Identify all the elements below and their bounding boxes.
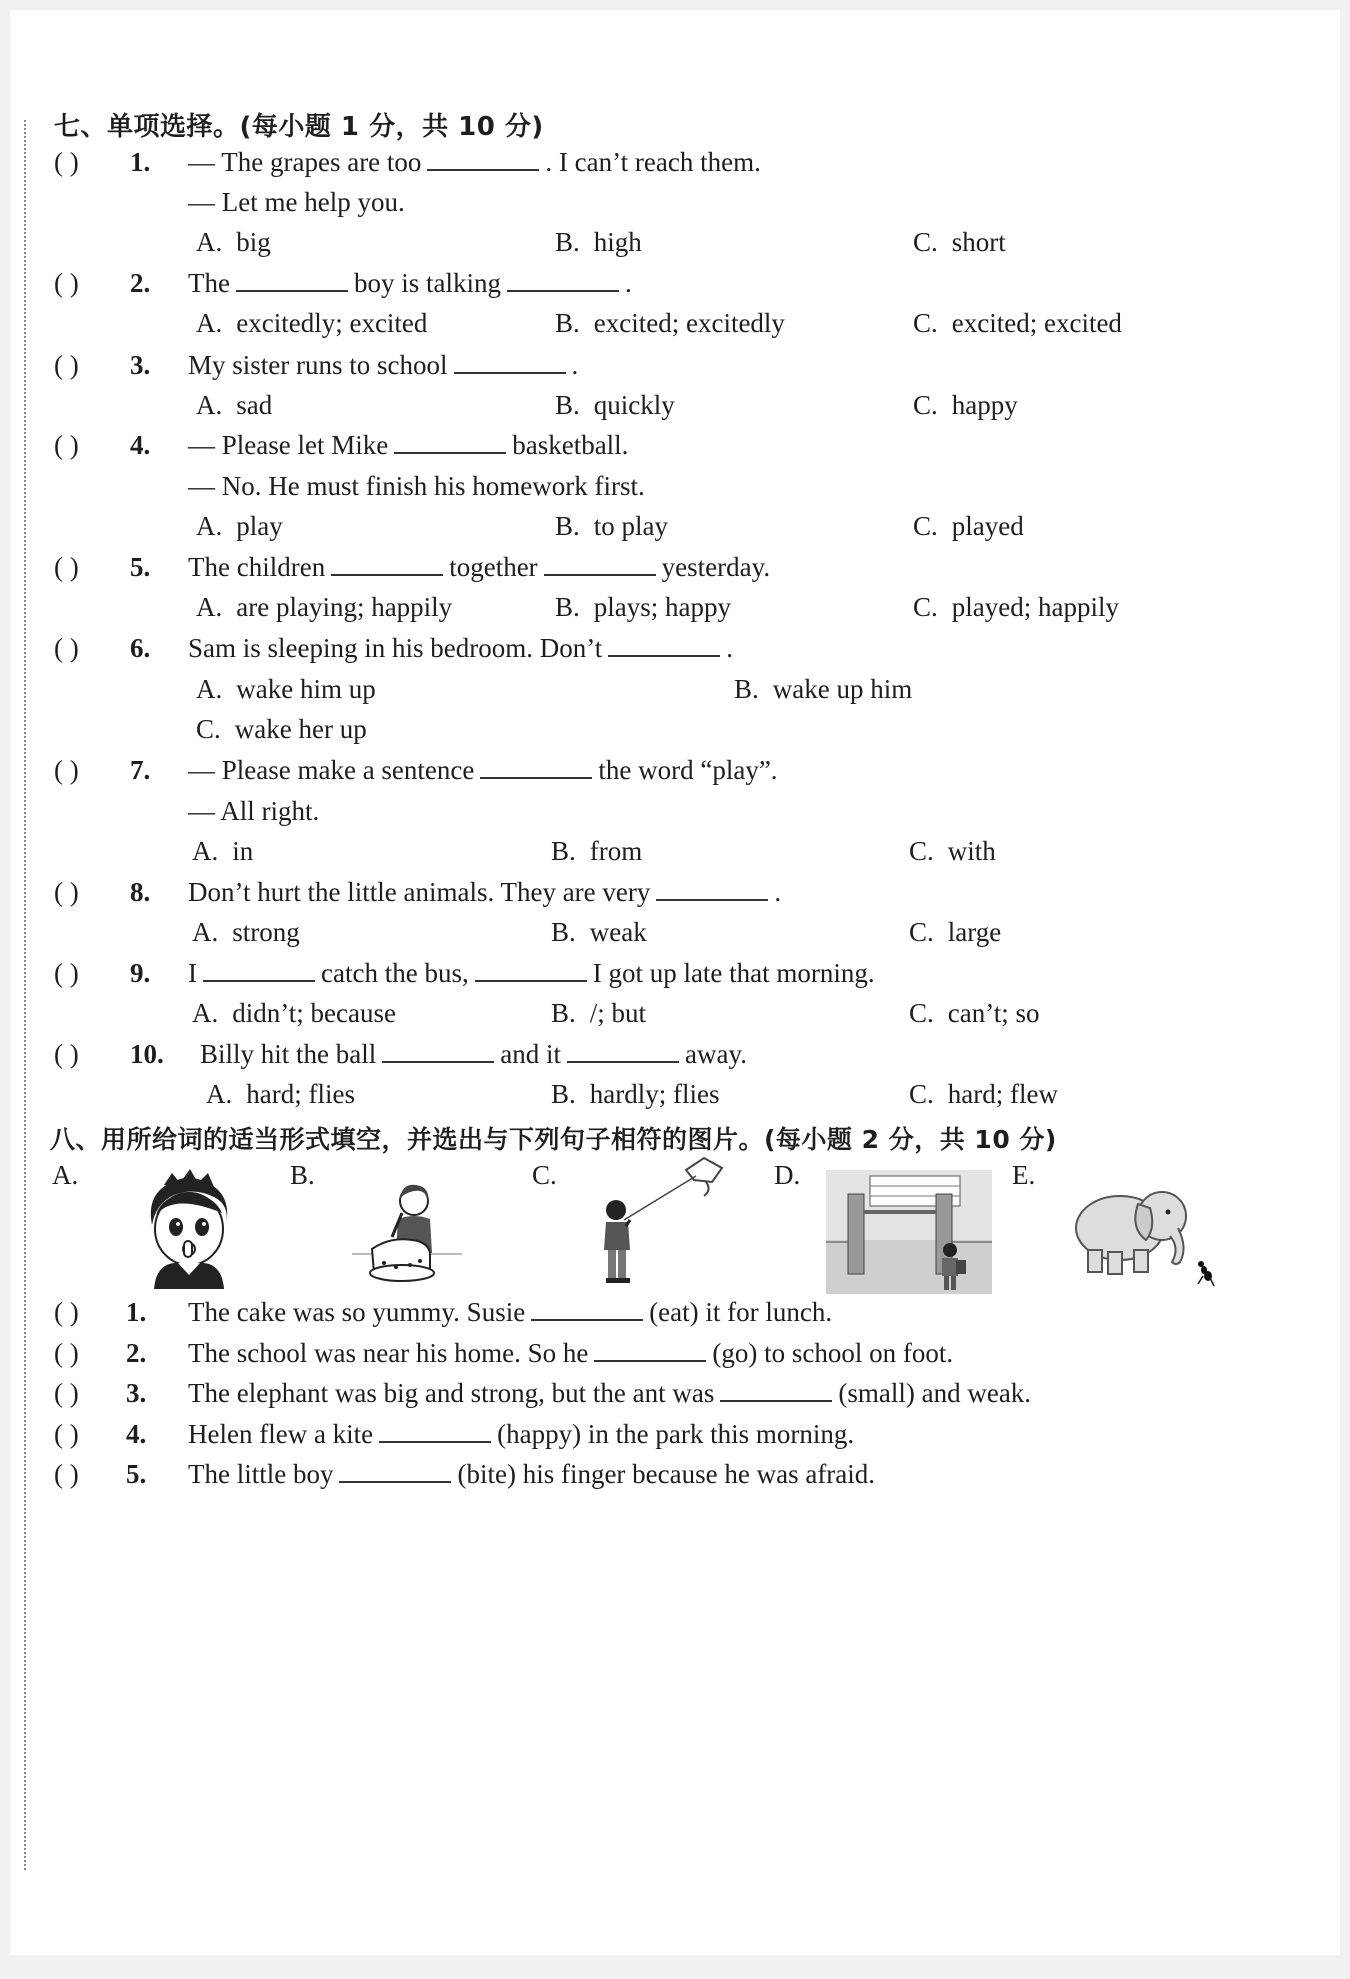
option-c[interactable]: C. wake her up — [196, 714, 367, 744]
question-7-7 — [10, 755, 1340, 801]
question-text: Don’t hurt the little animals. They are very . — [188, 877, 782, 907]
question-number: 4. — [130, 430, 151, 460]
question-text: The little boy (bite) his finger because he was afraid. — [188, 1459, 876, 1489]
answer-blank[interactable] — [454, 350, 566, 374]
elephant-and-ant-icon — [1070, 1178, 1220, 1288]
question-number: 1. — [126, 1297, 147, 1327]
answer-blank[interactable] — [331, 552, 443, 576]
option-a[interactable]: A. are playing; happily — [196, 592, 453, 622]
option-c[interactable]: C. played; happily — [913, 592, 1119, 622]
option-a[interactable]: A. strong — [192, 917, 300, 947]
option-a[interactable]: A. excitedly; excited — [196, 308, 428, 338]
answer-paren[interactable]: ( ) — [54, 877, 79, 907]
answer-blank[interactable] — [656, 877, 768, 901]
picture-label-c: C. — [532, 1160, 557, 1190]
question-text: Helen flew a kite (happy) in the park this morning. — [188, 1419, 855, 1449]
answer-blank[interactable] — [544, 552, 656, 576]
answer-blank[interactable] — [608, 633, 720, 657]
option-b[interactable]: B. /; but — [551, 998, 647, 1028]
option-b[interactable]: B. quickly — [555, 390, 675, 420]
picture-label-d: D. — [774, 1160, 801, 1190]
boy-flying-kite-icon — [596, 1150, 736, 1295]
option-c[interactable]: C. with — [909, 836, 996, 866]
option-a[interactable]: A. big — [196, 227, 271, 257]
answer-paren[interactable]: ( ) — [54, 147, 79, 177]
option-a[interactable]: A. in — [192, 836, 254, 866]
question-8-5 — [10, 1459, 1340, 1505]
question-number: 2. — [126, 1338, 147, 1368]
answer-paren[interactable]: ( ) — [54, 1297, 79, 1327]
section-7-title: 七、单项选择。(每小题 1 分，共 10 分) — [54, 112, 544, 142]
question-number: 7. — [130, 755, 151, 785]
question-text: — The grapes are too . I can’t reach them. — [188, 147, 761, 177]
question-number: 8. — [130, 877, 151, 907]
question-8-1 — [10, 1297, 1340, 1343]
option-b[interactable]: B. from — [551, 836, 643, 866]
answer-blank[interactable] — [594, 1338, 706, 1362]
option-b[interactable]: B. hardly; flies — [551, 1079, 720, 1109]
option-b[interactable]: B. weak — [551, 917, 647, 947]
answer-paren[interactable]: ( ) — [54, 1419, 79, 1449]
answer-blank[interactable] — [382, 1039, 494, 1063]
answer-blank[interactable] — [379, 1419, 491, 1443]
answer-paren[interactable]: ( ) — [54, 633, 79, 663]
option-c[interactable]: C. short — [913, 227, 1006, 257]
option-c[interactable]: C. happy — [913, 390, 1018, 420]
answer-paren[interactable]: ( ) — [54, 1378, 79, 1408]
question-7-7-line2: — All right. — [188, 796, 320, 826]
question-7-6 — [10, 633, 1340, 679]
answer-blank[interactable] — [531, 1297, 643, 1321]
question-number: 5. — [126, 1459, 147, 1489]
answer-blank[interactable] — [480, 755, 592, 779]
question-text: The school was near his home. So he (go) to school on foot. — [188, 1338, 954, 1368]
boy-biting-finger-icon — [134, 1165, 244, 1290]
answer-paren[interactable]: ( ) — [54, 1459, 79, 1489]
option-b[interactable]: B. high — [555, 227, 642, 257]
boy-walking-to-school-icon — [826, 1170, 992, 1294]
question-number: 1. — [130, 147, 151, 177]
question-text: The children together yesterday. — [188, 552, 771, 582]
question-text: I catch the bus, I got up late that morning. — [188, 958, 875, 988]
question-text: The boy is talking . — [188, 268, 632, 298]
option-b[interactable]: B. excited; excitedly — [555, 308, 785, 338]
question-number: 5. — [130, 552, 151, 582]
option-c[interactable]: C. can’t; so — [909, 998, 1040, 1028]
option-c[interactable]: C. excited; excited — [913, 308, 1122, 338]
answer-paren[interactable]: ( ) — [54, 350, 79, 380]
picture-label-b: B. — [290, 1160, 315, 1190]
answer-blank[interactable] — [203, 958, 315, 982]
section-8-title: 八、用所给词的适当形式填空，并选出与下列句子相符的图片。(每小题 2 分，共 10 分) — [50, 1125, 1057, 1154]
answer-blank[interactable] — [427, 147, 539, 171]
question-number: 6. — [130, 633, 151, 663]
picture-label-e: E. — [1012, 1160, 1036, 1190]
girl-eating-cake-icon — [352, 1175, 462, 1290]
answer-paren[interactable]: ( ) — [54, 755, 79, 785]
question-7-1-line2: — Let me help you. — [188, 187, 405, 217]
question-8-3 — [10, 1378, 1340, 1424]
question-text: — Please make a sentence the word “play”. — [188, 755, 778, 785]
question-7-4 — [10, 430, 1340, 476]
option-c[interactable]: C. large — [909, 917, 1002, 947]
question-number: 3. — [126, 1378, 147, 1408]
answer-paren[interactable]: ( ) — [54, 1338, 79, 1368]
question-number: 10. — [130, 1039, 164, 1069]
question-number: 9. — [130, 958, 151, 988]
question-number: 3. — [130, 350, 151, 380]
answer-blank[interactable] — [394, 430, 506, 454]
option-c[interactable]: C. played — [913, 511, 1024, 541]
option-b[interactable]: B. plays; happy — [555, 592, 731, 622]
question-text: Billy hit the ball and it away. — [200, 1039, 747, 1069]
question-text: — Please let Mike basketball. — [188, 430, 629, 460]
question-7-4-line2: — No. He must finish his homework first. — [188, 471, 645, 501]
answer-blank[interactable] — [236, 268, 348, 292]
option-a[interactable]: A. play — [196, 511, 283, 541]
answer-blank[interactable] — [567, 1039, 679, 1063]
answer-paren[interactable]: ( ) — [54, 552, 79, 582]
option-a[interactable]: A. didn’t; because — [192, 998, 396, 1028]
question-text: The elephant was big and strong, but the ant was (small) and weak. — [188, 1378, 1032, 1408]
answer-paren[interactable]: ( ) — [54, 1039, 79, 1069]
option-b[interactable]: B. wake up him — [734, 674, 913, 704]
question-number: 2. — [130, 268, 151, 298]
option-a[interactable]: A. hard; flies — [206, 1079, 355, 1109]
answer-paren[interactable]: ( ) — [54, 430, 79, 460]
option-a[interactable]: A. sad — [196, 390, 273, 420]
answer-paren[interactable]: ( ) — [54, 958, 79, 988]
question-text: The cake was so yummy. Susie (eat) it for lunch. — [188, 1297, 833, 1327]
option-c[interactable]: C. hard; flew — [909, 1079, 1058, 1109]
answer-blank[interactable] — [507, 268, 619, 292]
picture-label-a: A. — [52, 1160, 79, 1190]
question-text: My sister runs to school . — [188, 350, 579, 380]
option-b[interactable]: B. to play — [555, 511, 669, 541]
answer-paren[interactable]: ( ) — [54, 268, 79, 298]
answer-blank[interactable] — [720, 1378, 832, 1402]
question-number: 4. — [126, 1419, 147, 1449]
answer-blank[interactable] — [475, 958, 587, 982]
answer-blank[interactable] — [339, 1459, 451, 1483]
question-text: Sam is sleeping in his bedroom. Don’t . — [188, 633, 733, 663]
option-a[interactable]: A. wake him up — [196, 674, 376, 704]
worksheet-page — [10, 10, 1340, 1955]
